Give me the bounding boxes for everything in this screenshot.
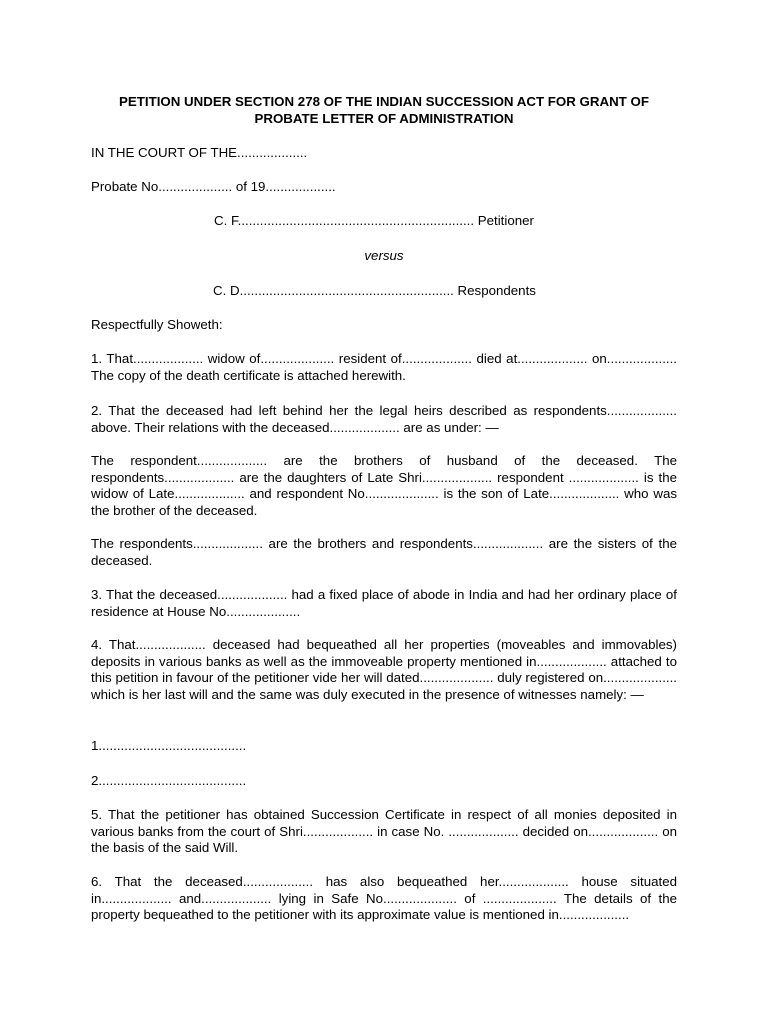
paragraph-6: 6. That the deceased................... has also bequeathed her................... house situated in................... and................... lying in Safe No.................... of .................... The details of the property bequeathed to the petitioner with its approximate value is mentioned in................... (91, 874, 677, 923)
petitioner-line: C. F................................................................ Petitioner (214, 213, 534, 228)
court-line: IN THE COURT OF THE................... (91, 145, 308, 160)
witness-2-line: 2........................................ (91, 773, 247, 788)
versus-label: versus (364, 248, 404, 263)
paragraph-3: 3. That the deceased................... had a fixed place of abode in India and had her ordinary place of residence at House No.................... (91, 587, 677, 619)
paragraph-1: 1. That................... widow of.................... resident of................... died at................... on................... The copy of the death certificate is attached herewith. (91, 351, 677, 383)
probate-number-line: Probate No.................... of 19................... (91, 179, 336, 194)
respondents-line: C. D.......................................................... Respondents (213, 283, 536, 298)
paragraph-2: 2. That the deceased had left behind her the legal heirs described as respondents................... above. Their relations with the deceased................... are as under: — (91, 403, 677, 435)
witness-1-line: 1........................................ (91, 738, 247, 753)
paragraph-4: 4. That................... deceased had bequeathed all her properties (moveables and immovables) deposits in various banks as well as the immoveable property mentioned in................... attached to this petition in favour of the petitioner vide her will dated.................... duly registered on.................... which is her last will and the same was duly executed in the presence of witnesses namely: — (91, 637, 677, 702)
document-title: PETITION UNDER SECTION 278 OF THE INDIAN SUCCESSION ACT FOR GRANT OF PROBATE LETTER OF ADMINISTRATION (119, 94, 649, 126)
showeth-line: Respectfully Showeth: (91, 317, 223, 332)
paragraph-5: 5. That the petitioner has obtained Succession Certificate in respect of all monies deposited in various banks from the court of Shri................... in case No. ................... decided on................... on the basis of the said Will. (91, 807, 677, 856)
paragraph-respondent-relations: The respondent................... are the brothers of husband of the deceased. The respondents................... are the daughters of Late Shri................... respondent ................... is the widow of Late................... and respondent No.................... is the son of Late................... who was the brother of the deceased. (91, 453, 677, 518)
paragraph-respondent-siblings: The respondents................... are the brothers and respondents................... are the sisters of the deceased. (91, 536, 677, 568)
